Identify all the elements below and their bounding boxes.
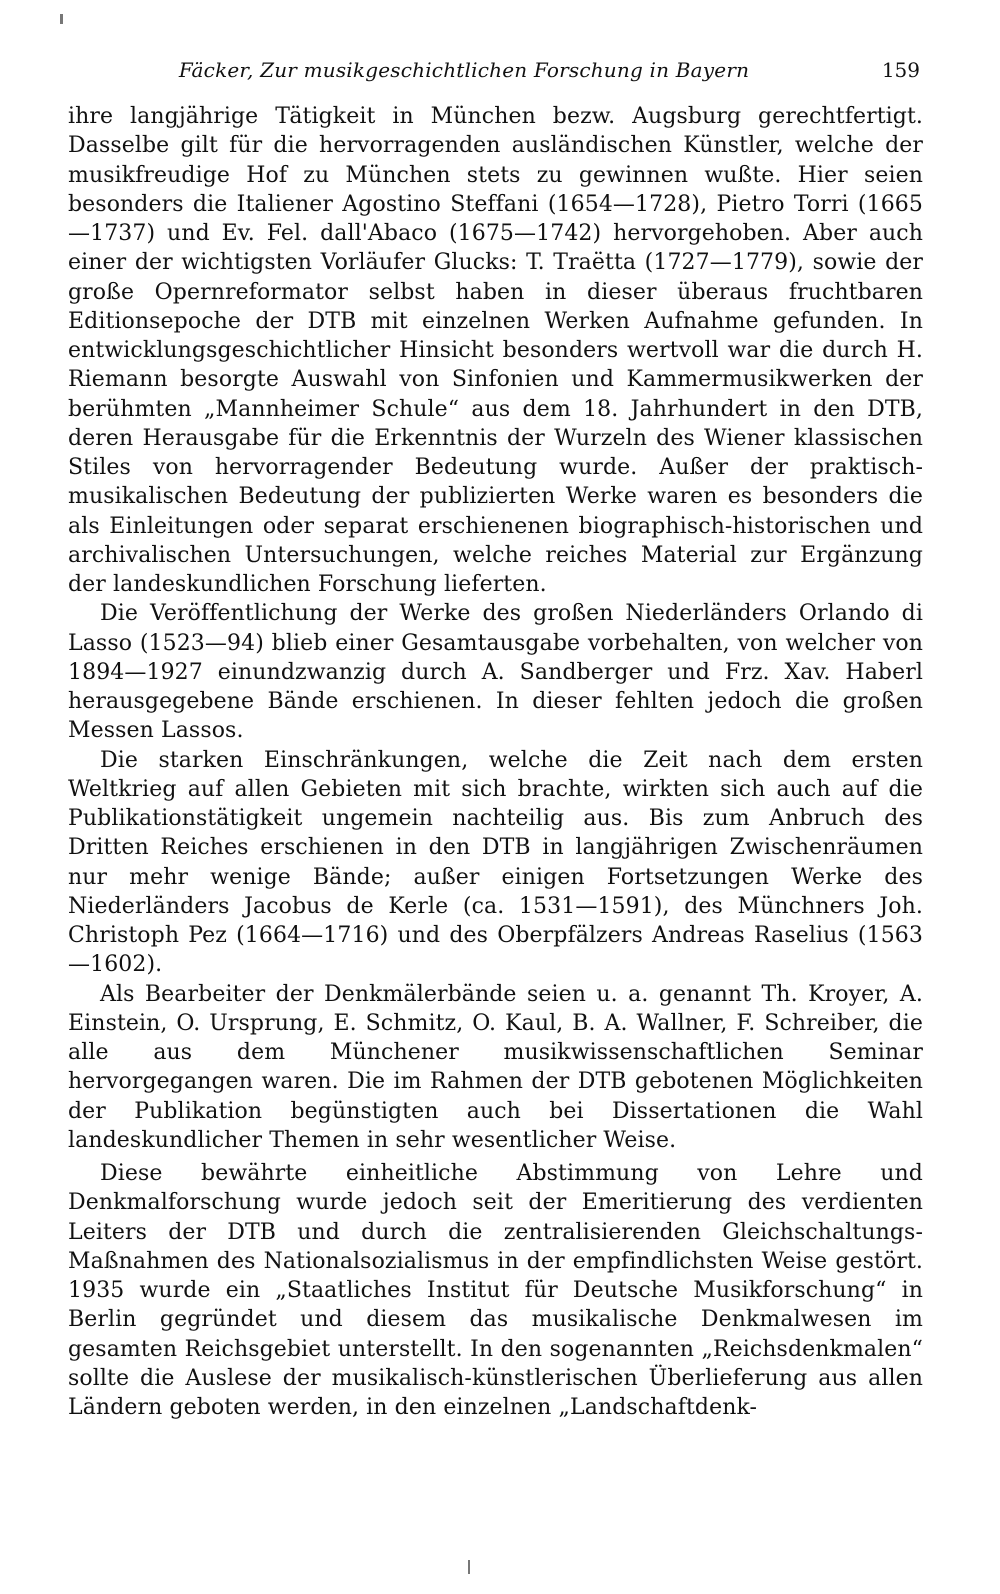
- scan-mark: [60, 14, 63, 24]
- paragraph-5: Diese bewährte einheitliche Abstimmung von Lehre und Denkmalforschung wurde jedoch seit der Emeritierung des verdienten Leiters der DTB und durch die zentralisierenden Gleichschaltungs-Maßnahmen des Nationalsozialismus in der empfindlichsten Weise gestört. 1935 wurde ein „Staatliches Institut für Deutsche Musikforschung“ in Berlin gegründet und diesem das musikalische Denkmalwesen im gesamten Reichsgebiet unterstellt. In den sogenannten „Reichsdenkmalen“ sollte die Auslese der musikalisch-künstlerischen Überlieferung aus allen Ländern geboten werden, in den einzelnen „Landschaftdenk-: [68, 1161, 923, 1420]
- paragraph-1: ihre langjährige Tätigkeit in München bezw. Augsburg gerechtfertigt. Dasselbe gilt für die hervorragenden ausländischen Künstler, welche der musikfreudige Hof zu München stets zu gewinnen wußte. Hier seien besonders die Italiener Agostino Steffani (1654—1728), Pietro Torri (1665—1737) und Ev. Fel. dall'Abaco (1675—1742) hervorgehoben. Aber auch einer der wichtigsten Vorläufer Glucks: T. Traëtta (1727—1779), sowie der große Opernreformator selbst haben in dieser überaus fruchtbaren Editionsepoche der DTB mit einzelnen Werken Aufnahme gefunden. In entwicklungsgeschichtlicher Hinsicht besonders wertvoll war die durch H. Riemann besorgte Auswahl von Sinfonien und Kammermusikwerken der berühmten „Mannheimer Schule“ aus dem 18. Jahrhundert in den DTB, deren Herausgabe für die Erkenntnis der Wurzeln des Wiener klassischen Stiles von hervorragender Bedeutung wurde. Außer der praktisch-musikalischen Bedeutung der publizierten Werke waren es besonders die als Einleitungen oder separat erschienenen biographisch-historischen und archivalischen Untersuchungen, welche reiches Material zur Ergänzung der landeskundlichen Forschung lieferten.: [68, 104, 923, 597]
- paragraph-2: Die Veröffentlichung der Werke des großen Niederländers Orlando di Lasso (1523—94) blieb einer Gesamtausgabe vorbehalten, von welcher von 1894—1927 einundzwanzig durch A. Sandberger und Frz. Xav. Haberl herausgegebene Bände erschienen. In dieser fehlten jedoch die großen Messen Lassos.: [68, 601, 923, 744]
- body-text: [68, 102, 923, 1422]
- page-number: 159: [881, 58, 920, 82]
- running-title: Fäcker, Zur musikgeschichtlichen Forschung in Bayern: [178, 58, 750, 82]
- scan-mark-bottom: [468, 1560, 470, 1574]
- page-header: [68, 58, 920, 88]
- paragraph-3: Die starken Einschränkungen, welche die Zeit nach dem ersten Weltkrieg auf allen Gebieten mit sich brachte, wirkten sich auch auf die Publikationstätigkeit ungemein nachteilig aus. Bis zum Anbruch des Dritten Reiches erschienen in den DTB in langjährigen Zwischenräumen nur mehr wenige Bände; außer einigen Fortsetzungen Werke des Niederländers Jacobus de Kerle (ca. 1531—1591), des Münchners Joh. Christoph Pez (1664—1716) und des Oberpfälzers Andreas Raselius (1563—1602).: [68, 747, 923, 978]
- paragraph-4: Als Bearbeiter der Denkmälerbände seien u. a. genannt Th. Kroyer, A. Einstein, O. Ursprung, E. Schmitz, O. Kaul, B. A. Wallner, F. Schreiber, die alle aus dem Münchener musikwissenschaftlichen Seminar hervorgegangen waren. Die im Rahmen der DTB gebotenen Möglichkeiten der Publikation begünstigten auch bei Dissertationen die Wahl landeskundlicher Themen in sehr wesentlicher Weise.: [68, 981, 923, 1153]
